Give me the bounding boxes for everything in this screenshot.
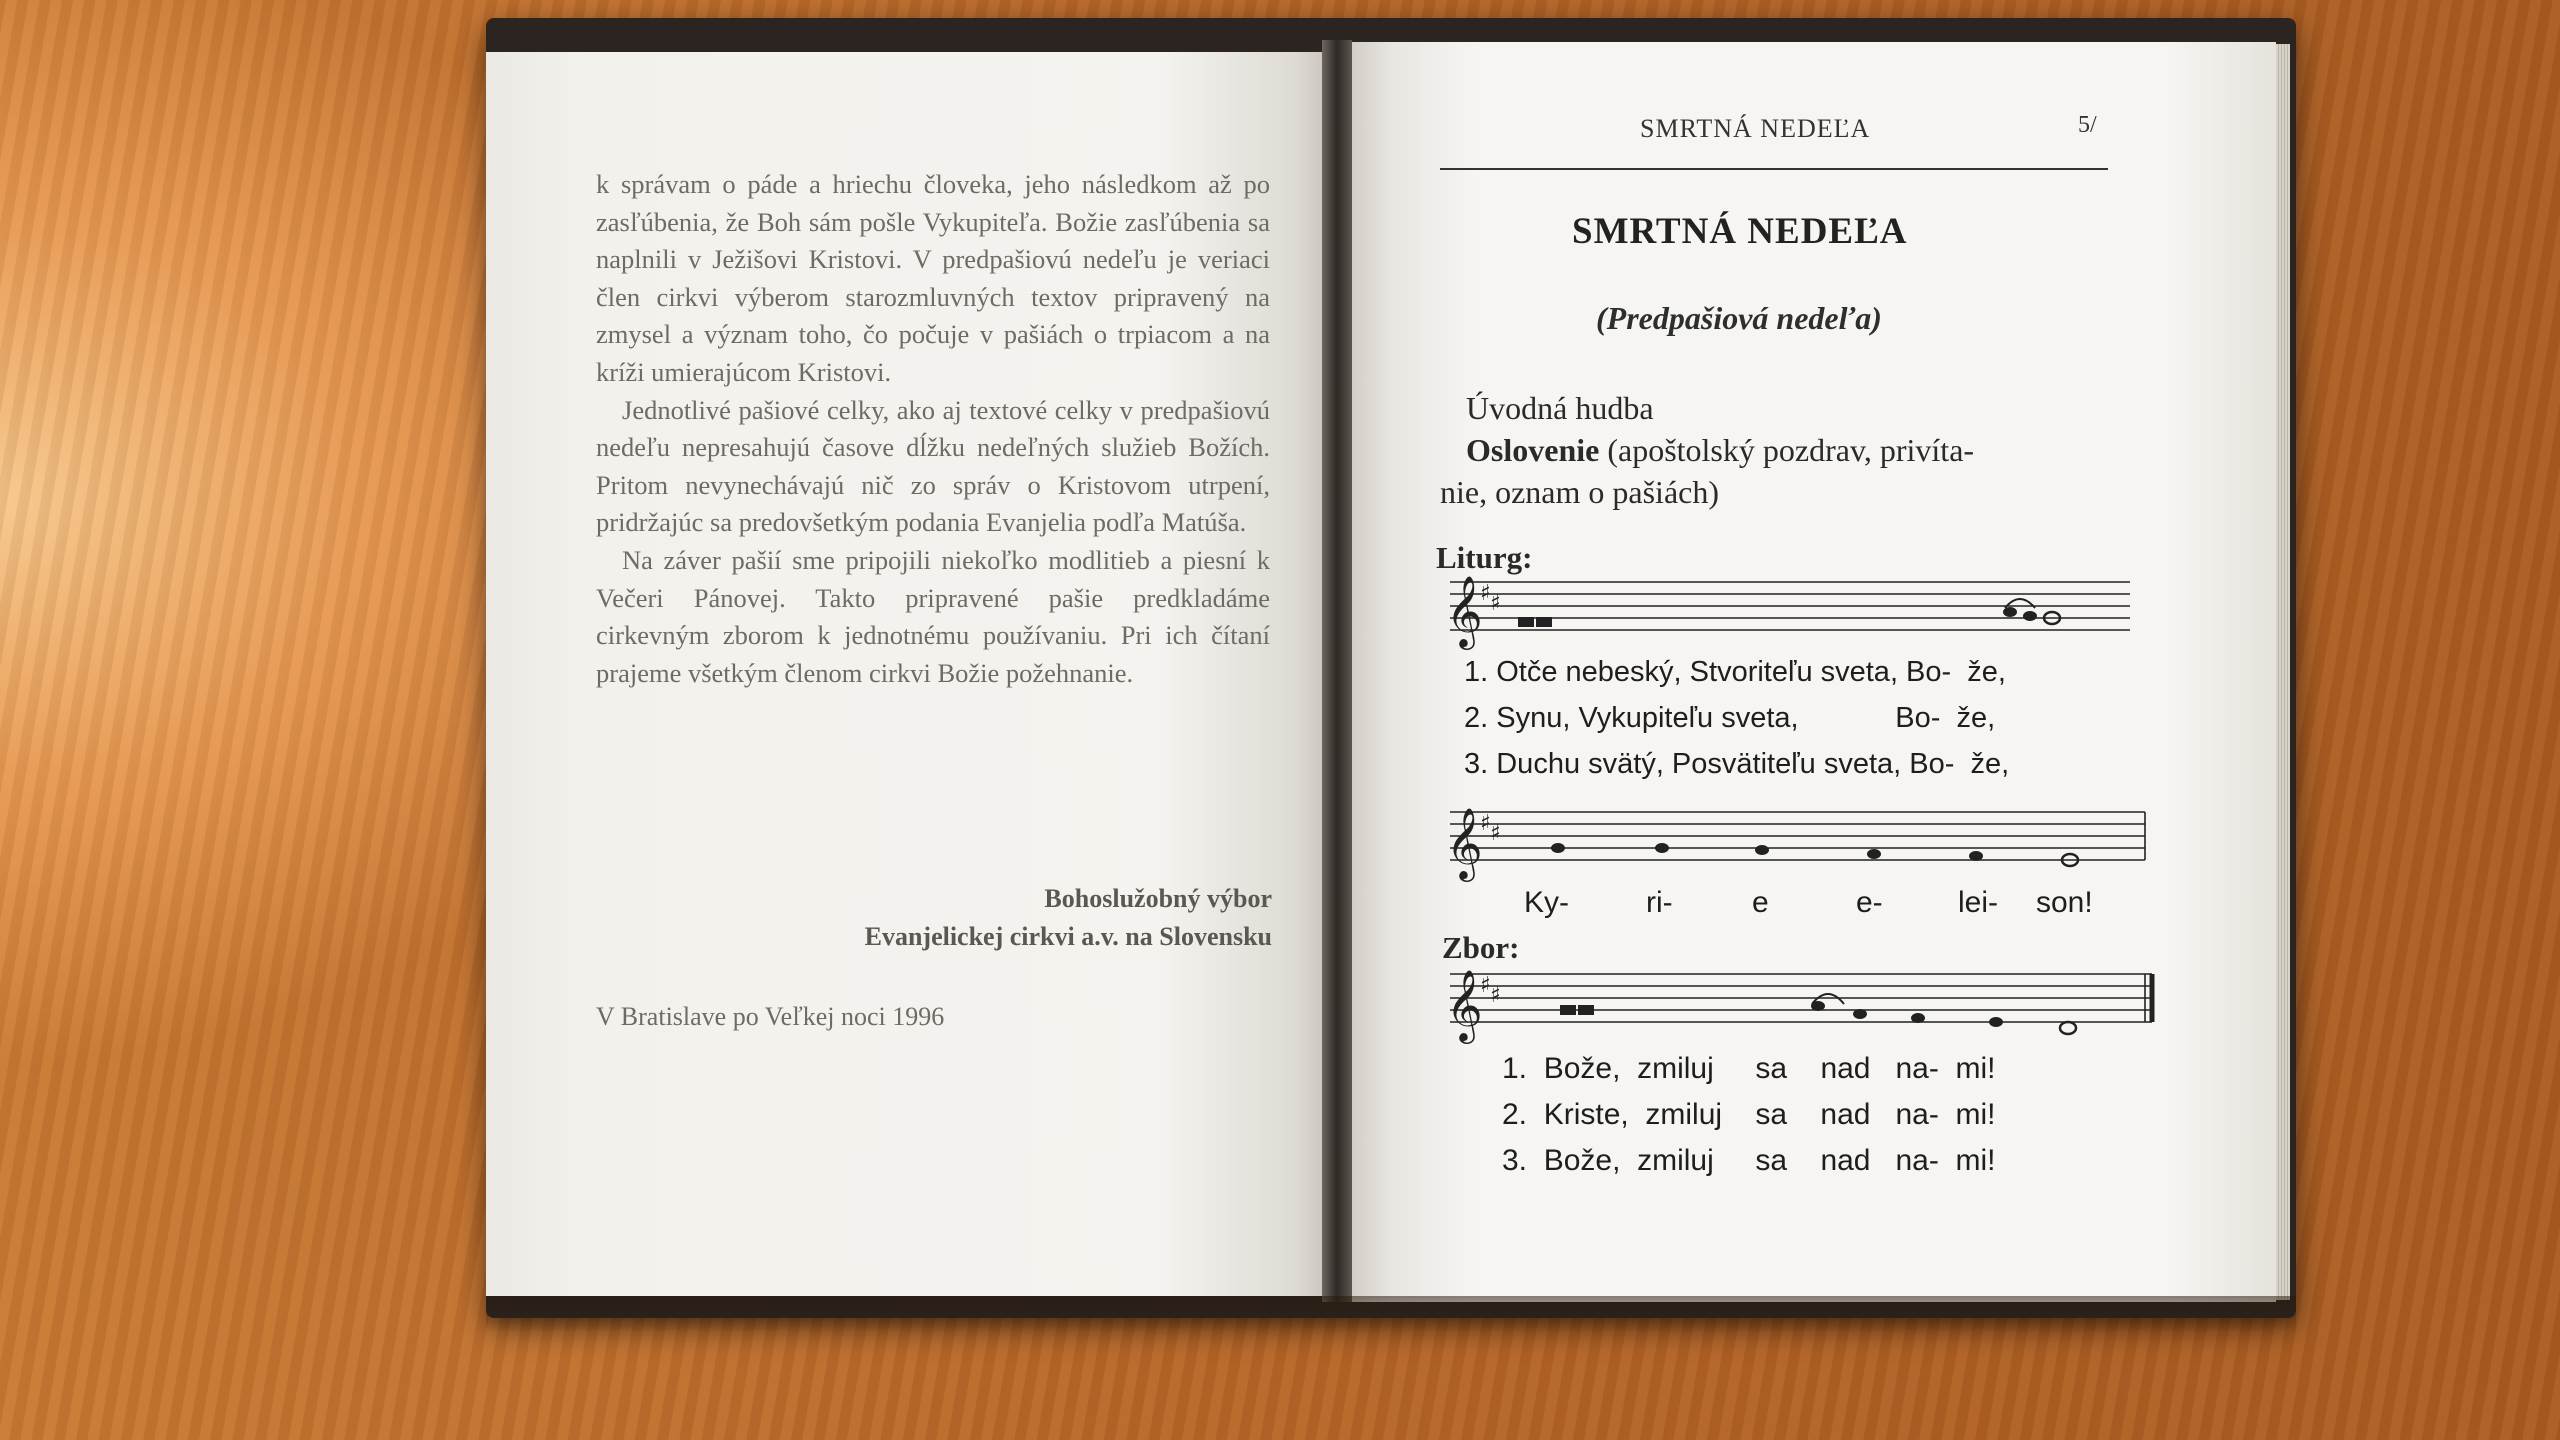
svg-text:𝄞: 𝄞 [1446,574,1483,647]
choir-label: Zbor: [1442,930,1520,965]
svg-text:♯: ♯ [1490,591,1501,616]
verse-1: 1. Otče nebeský, Stvoriteľu sveta, Bo- že, [1464,656,2006,688]
greeting-line-2: nie, oznam o pašiách) [1440,474,1719,510]
place-date: V Bratislave po Veľkej noci 1996 [596,1002,945,1031]
kyrie-syllable: e- [1856,886,1883,919]
book-gutter [1322,40,1352,1302]
svg-text:𝄞: 𝄞 [1446,968,1483,1041]
music-staff-choir [1440,960,2160,1050]
response-1: 1. Bože, zmiluj sa nad na- mi! [1502,1052,1996,1085]
svg-text:𝄞: 𝄞 [1446,806,1483,879]
kyrie-syllable: lei- [1958,886,1999,919]
intro-music: Úvodná hudba [1466,390,1654,426]
svg-text:♯: ♯ [1480,973,1491,998]
paragraph: Jednotlivé pašiové celky, ako aj textové celky v predpašiovú nedeľu nepresahujú časove dĺžku nedeľných služieb Božích. Pritom nevynechávajú nič zo správ o Kristovom utrpení, pridržajúc sa predovšetkým podania Evanjelia podľa Matúša. [596,394,1270,538]
kyrie-syllable: e [1752,886,1769,919]
svg-text:♯: ♯ [1480,581,1491,606]
kyrie-syllable: ri- [1646,886,1673,919]
signature-church: Evanjelickej cirkvi a.v. na Slovensku [864,922,1272,951]
page-subtitle: (Predpašiová nedeľa) [1596,300,1882,336]
page-title: SMRTNÁ NEDEĽA [1572,211,1908,252]
header-rule [1440,168,2108,170]
kyrie-syllable: son! [2036,886,2093,919]
svg-text:♯: ♯ [1490,983,1501,1008]
signature-committee: Bohoslužobný výbor [1044,884,1272,913]
music-staff-liturg [1440,570,2140,650]
music-staff-kyrie [1440,798,2160,888]
liturg-label: Liturg: [1436,540,1533,575]
paragraph: k správam o páde a hriechu človeka, jeho následkom až po zasľúbenia, že Boh sám pošle Vykupiteľa. Božie zasľúbenia sa naplnili v Ježišovi Kristovi. V predpašiovú nedeľu je veriaci člen cirkvi výberom starozmluvných textov pripravený na zmysel a význam toho, čo počuje v pašiách o trpiacom a na kríži umierajúcom Kristovi. [596,169,1270,387]
response-3: 3. Bože, zmiluj sa nad na- mi! [1502,1144,1996,1177]
verse-2: 2. Synu, Vykupiteľu sveta, Bo- že, [1464,702,1996,734]
greeting-label: Oslovenie [1466,432,1600,468]
response-2: 2. Kriste, zmiluj sa nad na- mi! [1502,1098,1996,1131]
page-edges [2276,44,2290,1300]
page-number: 5/ [2078,112,2097,138]
svg-text:♯: ♯ [1490,821,1501,846]
greeting-line [1466,432,1974,469]
svg-text:♯: ♯ [1480,811,1491,836]
verse-3: 3. Duchu svätý, Posvätiteľu sveta, Bo- že, [1464,748,2010,780]
left-page-text [596,166,1270,692]
book-shadow [486,1296,2296,1332]
running-header: SMRTNÁ NEDEĽA [1640,114,1871,143]
kyrie-syllable: Ky- [1524,886,1569,919]
paragraph: Na záver pašií sme pripojili niekoľko modlitieb a piesní k Večeri Pánovej. Takto pripravené pašie predkladáme cirkevným zborom k jednotnému používaniu. Pri ich čítaní prajeme všetkým členom cirkvi Božie požehnanie. [596,544,1270,688]
greeting-rest: (apoštolský pozdrav, privíta- [1599,432,1975,468]
